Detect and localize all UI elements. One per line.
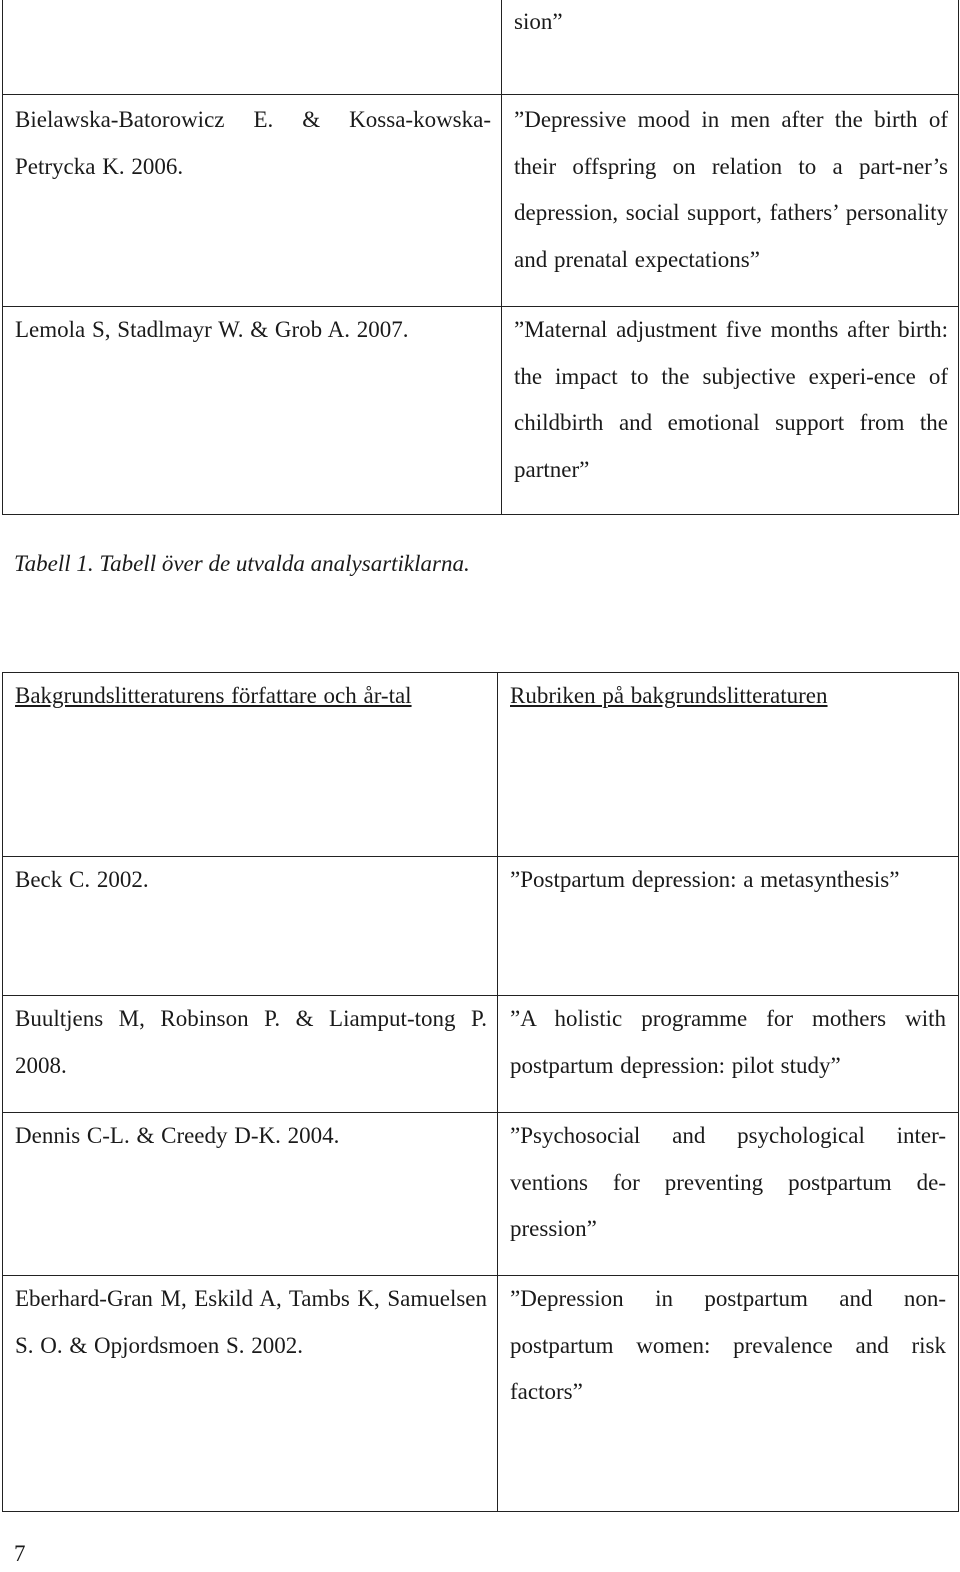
authors-cell bbox=[3, 307, 502, 515]
table-row bbox=[3, 1113, 959, 1276]
authors-cell bbox=[3, 1276, 498, 1512]
title-cell bbox=[502, 307, 959, 515]
title-cell bbox=[502, 0, 959, 95]
title-cell bbox=[498, 857, 959, 996]
authors-cell bbox=[3, 996, 498, 1113]
table-row bbox=[3, 0, 959, 95]
table-row bbox=[3, 307, 959, 515]
authors-cell bbox=[3, 857, 498, 996]
analysis-articles-table-continued bbox=[2, 0, 959, 515]
title-text: ”Depression in postpartum and non-postpartum women: prevalence and risk factors” bbox=[510, 1286, 946, 1404]
table-caption: Tabell 1. Tabell över de utvalda analysartiklarna. bbox=[14, 551, 470, 576]
authors-text: Dennis C-L. & Creedy D-K. 2004. bbox=[15, 1123, 340, 1148]
title-cell bbox=[498, 1113, 959, 1276]
title-cell bbox=[498, 996, 959, 1113]
authors-text: Lemola S, Stadlmayr W. & Grob A. 2007. bbox=[15, 317, 409, 342]
header-authors-cell bbox=[3, 673, 498, 857]
title-text: ”Postpartum depression: a metasynthesis” bbox=[510, 867, 900, 892]
authors-text: Beck C. 2002. bbox=[15, 867, 149, 892]
header-title-text: Rubriken på bakgrundslitteraturen bbox=[510, 683, 828, 708]
title-text: sion” bbox=[514, 9, 563, 34]
title-text: ”A holistic programme for mothers with postpartum depression: pilot study” bbox=[510, 1006, 946, 1078]
page-number: 7 bbox=[14, 1541, 26, 1566]
authors-cell bbox=[3, 0, 502, 95]
authors-cell bbox=[3, 95, 502, 307]
table-header-row bbox=[3, 673, 959, 857]
authors-cell bbox=[3, 1113, 498, 1276]
header-title-cell bbox=[498, 673, 959, 857]
header-authors-text: Bakgrundslitteraturens författare och år-tal bbox=[15, 683, 412, 708]
table-row bbox=[3, 996, 959, 1113]
title-cell bbox=[502, 95, 959, 307]
table-row bbox=[3, 857, 959, 996]
authors-text: Eberhard-Gran M, Eskild A, Tambs K, Samuelsen S. O. & Opjordsmoen S. 2002. bbox=[15, 1286, 487, 1358]
background-literature-table bbox=[2, 672, 959, 1512]
title-cell bbox=[498, 1276, 959, 1512]
authors-text: Buultjens M, Robinson P. & Liamput-tong P. 2008. bbox=[15, 1006, 487, 1078]
table-row bbox=[3, 95, 959, 307]
table-row bbox=[3, 1276, 959, 1512]
authors-text: Bielawska-Batorowicz E. & Kossa-kowska-Petrycka K. 2006. bbox=[15, 107, 491, 179]
title-text: ”Maternal adjustment five months after birth: the impact to the subjective experi-ence of childbirth and emotional support from the partner” bbox=[514, 317, 948, 482]
title-text: ”Psychosocial and psychological inter-ventions for preventing postpartum de-pression” bbox=[510, 1123, 946, 1241]
title-text: ”Depressive mood in men after the birth of their offspring on relation to a part-ner’s depression, social support, fathers’ personality and prenatal expectations” bbox=[514, 107, 948, 272]
